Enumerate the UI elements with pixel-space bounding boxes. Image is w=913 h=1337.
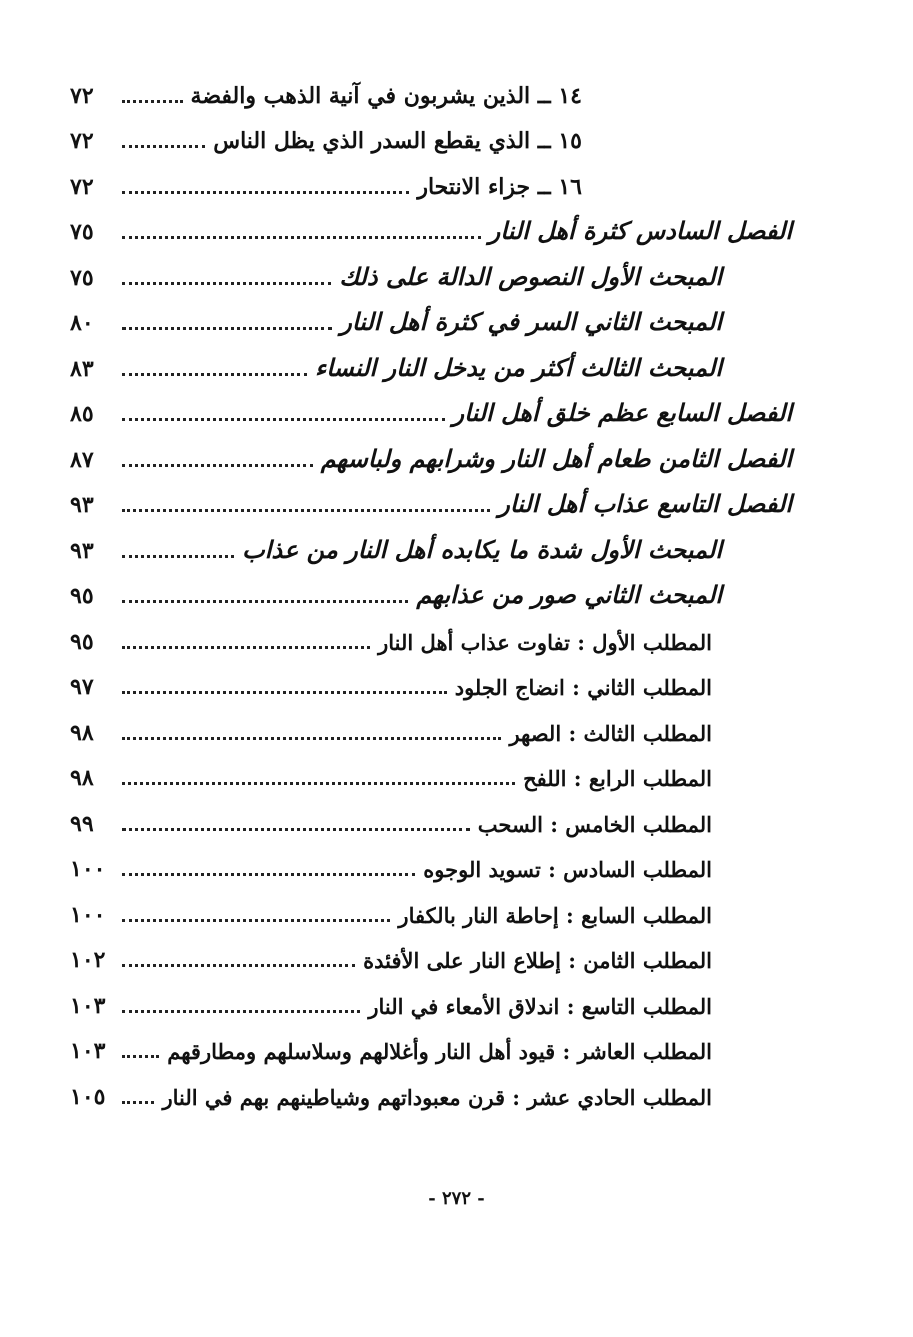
toc-section <box>70 295 792 341</box>
toc-subsection <box>70 750 792 796</box>
toc-entry-title: المطلب الخامس : السحب <box>477 811 712 837</box>
dot-leader <box>122 191 409 194</box>
toc-subsection <box>70 977 792 1023</box>
toc-subsection <box>70 1023 792 1069</box>
toc-entry-title: المبحث الأول النصوص الدالة على ذلك <box>339 261 722 291</box>
toc-entry-page: ٨٠ <box>70 310 94 336</box>
toc-subsection <box>70 659 792 705</box>
toc-chapter <box>70 204 792 250</box>
toc-subsection <box>70 795 792 841</box>
dot-leader <box>122 737 501 740</box>
toc-entry-title: المطلب الرابع : اللفح <box>523 766 712 791</box>
toc-entry-title: الفصل السادس كثرة أهل النار <box>488 216 792 245</box>
toc-subsection <box>70 704 792 750</box>
toc-subsection <box>70 1068 792 1114</box>
toc-entry-page: ٨٣ <box>70 355 94 382</box>
toc-entry-title: المطلب السادس : تسويد الوجوه <box>423 857 712 882</box>
dot-leader <box>122 964 355 967</box>
table-of-contents <box>70 67 792 1114</box>
toc-entry-title: الفصل الثامن طعام أهل النار وشرابهم ولباسهم <box>320 443 792 473</box>
dot-leader <box>122 418 445 421</box>
toc-entry-title: الفصل التاسع عذاب أهل النار <box>498 489 792 518</box>
toc-entry-title: المطلب الحادي عشر : قرن معبوداتهم وشياطينهم بهم في النار <box>162 1084 712 1110</box>
toc-entry-page: ٧٢ <box>70 82 94 109</box>
toc-entry-page: ٩٣ <box>70 492 94 518</box>
toc-entry-title: ١٥ ــ الذي يقطع السدر الذي يظل الناس <box>213 128 582 154</box>
toc-subsection <box>70 886 792 932</box>
dot-leader <box>122 145 205 148</box>
toc-entry-page: ٩٩ <box>70 810 94 837</box>
dot-leader <box>122 100 183 103</box>
toc-entry-page: ٧٥ <box>70 219 94 245</box>
toc-entry-page: ٩٨ <box>70 765 94 791</box>
dot-leader <box>122 782 515 785</box>
toc-subsection <box>70 613 792 659</box>
dot-leader <box>122 464 313 467</box>
dot-leader <box>122 282 331 285</box>
toc-entry-page: ١٠٠ <box>70 901 106 928</box>
dot-leader <box>122 919 390 922</box>
toc-entry-page: ١٠٣ <box>70 992 106 1019</box>
dot-leader <box>122 509 490 512</box>
toc-entry-title: الفصل السابع عظم خلق أهل النار <box>452 398 792 427</box>
dot-leader <box>122 873 415 876</box>
dot-leader <box>122 828 470 831</box>
toc-entry-page: ١٠٣ <box>70 1038 106 1064</box>
toc-entry-title: المبحث الثاني صور من عذابهم <box>416 580 722 609</box>
toc-subsection <box>70 932 792 978</box>
toc-entry-title: المطلب السابع : إحاطة النار بالكفار <box>398 902 712 928</box>
toc-entry <box>70 113 792 159</box>
toc-chapter <box>70 477 792 523</box>
toc-entry-page: ٩٥ <box>70 583 94 609</box>
toc-entry <box>70 158 792 204</box>
toc-entry-page: ٧٥ <box>70 264 94 291</box>
dot-leader <box>122 1101 154 1104</box>
toc-entry-title: المطلب الثاني : انضاج الجلود <box>454 675 712 700</box>
toc-entry-page: ٧٢ <box>70 128 94 154</box>
toc-entry-page: ٧٢ <box>70 173 94 200</box>
dot-leader <box>122 646 370 649</box>
toc-section <box>70 522 792 568</box>
toc-entry-title: ١٤ ــ الذين يشربون في آنية الذهب والفضة <box>190 82 582 109</box>
toc-entry-title: المطلب الثالث : الصهر <box>509 720 712 746</box>
dot-leader <box>122 555 234 558</box>
toc-entry-title: المبحث الأول شدة ما يكابده أهل النار من عذاب <box>242 534 722 564</box>
toc-entry-title: ١٦ ــ جزاء الانتحار <box>417 173 582 200</box>
dot-leader <box>122 236 481 239</box>
toc-entry-title: المطلب الأول : تفاوت عذاب أهل النار <box>378 629 712 655</box>
toc-entry-page: ١٠٠ <box>70 856 106 882</box>
toc-section <box>70 568 792 614</box>
toc-entry-page: ٩٧ <box>70 674 94 700</box>
toc-entry-page: ٨٥ <box>70 401 94 427</box>
toc-entry-title: المطلب العاشر : قيود أهل النار وأغلالهم وسلاسلهم ومطارقهم <box>167 1039 712 1064</box>
toc-chapter <box>70 386 792 432</box>
toc-entry-title: المطلب التاسع : اندلاق الأمعاء في النار <box>368 993 712 1019</box>
toc-entry-title: المبحث الثاني السر في كثرة أهل النار <box>340 307 722 336</box>
toc-entry-page: ١٠٢ <box>70 947 106 973</box>
toc-section <box>70 249 792 295</box>
toc-section <box>70 340 792 386</box>
dot-leader <box>122 600 408 603</box>
toc-entry-page: ٩٨ <box>70 719 94 746</box>
toc-entry-page: ٨٧ <box>70 446 94 473</box>
dot-leader <box>122 1055 159 1058</box>
toc-entry-page: ١٠٥ <box>70 1083 106 1110</box>
toc-entry-title: المبحث الثالث أكثر من يدخل النار النساء <box>314 352 722 382</box>
toc-chapter <box>70 431 792 477</box>
toc-subsection <box>70 841 792 887</box>
toc-entry <box>70 67 792 113</box>
toc-entry-title: المطلب الثامن : إطلاع النار على الأفئدة <box>363 948 712 973</box>
page-number: - ٢٧٢ - <box>428 1188 485 1209</box>
dot-leader <box>122 327 332 330</box>
dot-leader <box>122 373 307 376</box>
toc-entry-page: ٩٣ <box>70 537 94 564</box>
toc-entry-page: ٩٥ <box>70 628 94 655</box>
dot-leader <box>122 691 447 694</box>
dot-leader <box>122 1010 360 1013</box>
